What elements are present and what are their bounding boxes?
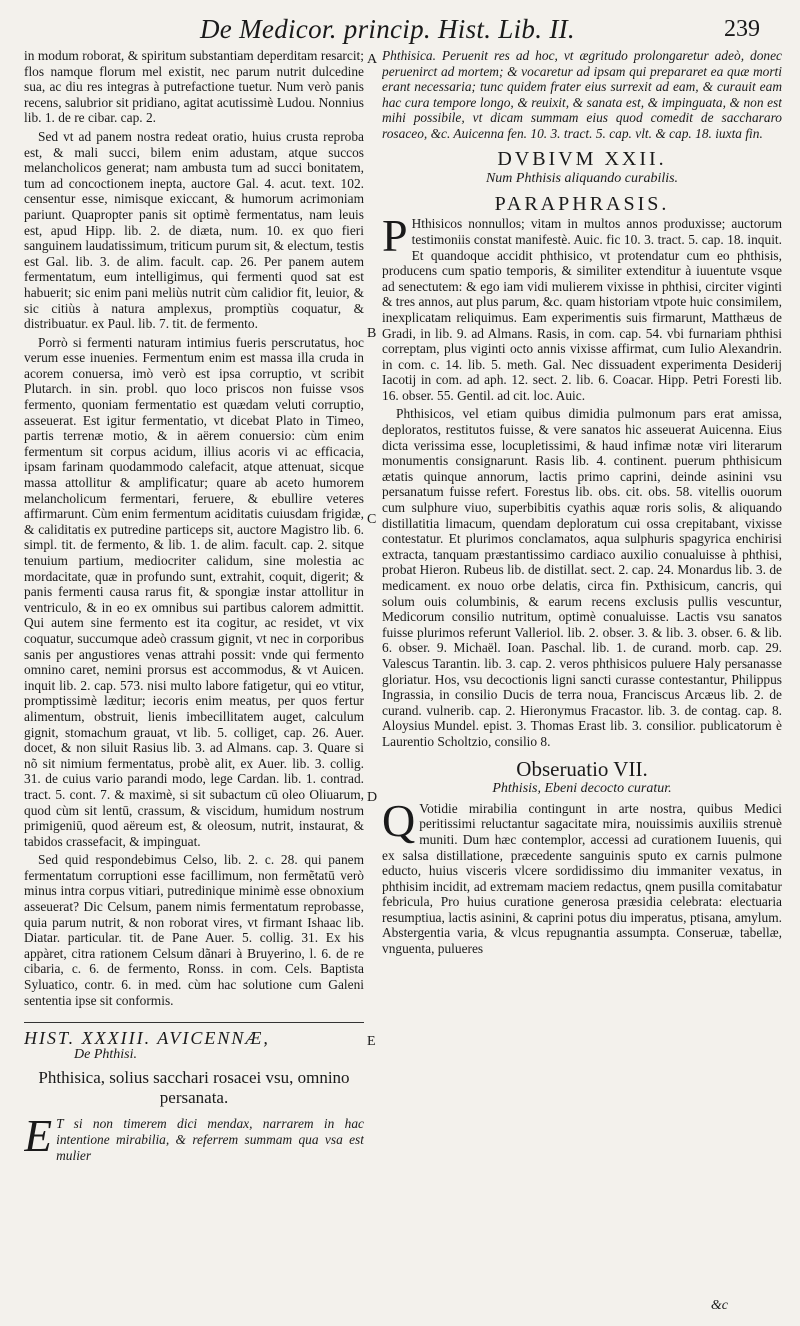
paraphrasis-paragraph-2: Phthisicos, vel etiam quibus dimidia pulmonum pars erat amissa, deploratos, restitutos fuisse, & vere sanatos hic asseuerat Auicenna. Eius dicta verissima esse, locupletissimi, & haud infimæ notæ viri literarum monumentis consignarunt. Rasis lib. 4. continent. puerum phthisicum ætatis quinque annorum, lactis primo caprini, deinde asinini vsu persanatum fuisse refert. Forestus lib. obs. cit. obs. 58. vitellis ouorum cum sulphure viuo, superbibitis cyathis aquæ roris solis, & aliquando distillatitia limacum, quendam deploratum cui ossa crepitabant, vixisse contestatur. Et plurimos conclamatos, aqua sulphuris spagyrica enchirisi extracta, tanquam præstantissimo cardiaco auxilio conualuisse à phthisi, probat Hieron. Rubeus lib. de distillat. sect. 2. cap. 24. Monardus lib. 3. de medicament. ex nouo orbe delatis, circa fin. Pxthisicum, cancris, qui solum ouis columbinis, & earum recens exclusis pullis vescuntur, Medicorum consilio nutritum, optimè conualuisse. Lactis vsu sanatos fuisse plurimos referunt Valleriol. lib. 2. obser. 3. & lib. 3. obser. 6. & lib. 6. obser. 9. Michaël. Ioan. Paschal. lib. 1. de curand. morb. cap. 29. Valescus Tarantin. lib. 3. cap. 2. veros phthisicos puluere Haly persanasse gloriatur. Hos, vsu decoctionis ligni sancti curasse contestantur, Philippus Ingrassia, in consilio Ducis de terra noua, Franciscus Arcæus lib. 2. de curand. vulnerib. cap. 2. Hieronymus Fracastor. lib. 3. de contag. cap. 8. Aloysius Mundel. epist. 3. Thomas Erast lib. 3. consilior. publicatorum è Laurentio Scholtzio, consilio 8. — [382, 406, 782, 749]
dubium-title: DVBIVM XXII. — [497, 147, 667, 170]
margin-letter-d: D — [367, 790, 378, 805]
left-paragraph-4: Sed quid respondebimus Celso, lib. 2. c. 28. qui panem fermentatum corruptioni esse facillimum, non fermẽtatū verò minus intra corpus vitiari, putredinique minimè esse obnoxium asseuerat? Dic Celsum, panem nimis fermentatum reprobasse, quia parum nutrit, & non roborat vires, vt firmant Ishaac lib. Diatar. particular. tit. de Pane Auer. 5. collig. 31. Ex his appàret, citra rationem Celsum dãnari à Bruyerino, l. 6. de re cibaria, c. 6. de fermento, Ronss. in com. Cels. Baptista Syluatico, contr. 6. in med. cùm hac solutione cum Galeni sententia ipse sit conformis. — [24, 852, 364, 1008]
observatio-text: Votidie mirabilia contingunt in arte nostra, quibus Medici peritissimi reluctantur sagacitate mira, nouissimis auxiliis strenuè muniti. Dum hæc contemplor, accessi ad curationem Iuuenis, qui ex salsa distillatione, præcedente sanguinis sputo ex carnis pulmone educto, huius visceris vlcere sordidissimo diu immaniter vexatus, in phthisim incidit, ad extremam maciem redactus, qnem pusilla comitabatur febricula, Pro huius curatione generosa præsidia celebrata: electuaria resumptiua, lactis asinini, & caprini potus diu imperatus, ptisana, amylum. Abstergentia varia, & vlcus repugnantia assumpta. Conseruæ, tabellæ, vnguenta, pulueres — [382, 800, 782, 957]
left-paragraph-1: in modum roborat, & spiritum substantiam deperditam resarcit; flos namque florum mel existit, nec parum nutrit dulcedine sua, ac diu res integras à putrefactione tuetur. Num verò panis recens, salubrior sit pridiano, agitat acutissimè Ludou. Nonnius lib. 1. de re cibar. cap. 2. — [24, 48, 364, 126]
observatio-subtitle: Phthisis, Ebeni decocto curatur. — [492, 781, 672, 797]
running-head: De Medicor. princip. Hist. Lib. II. — [200, 14, 575, 44]
margin-letter-e: E — [367, 1034, 376, 1049]
page-number: 239 — [724, 16, 760, 42]
margin-letter-a: A — [367, 52, 378, 67]
hist-subtitle: De Phthisi. — [74, 1046, 137, 1062]
margin-letter-c: C — [367, 512, 377, 527]
catchword: &c — [710, 1298, 728, 1313]
paraphrasis-text-1: Hthisicos nonnullos; vitam in multos annos produxisse; auctorum testimoniis constat manifestè. Auic. fic 10. 3. tract. 5. cap. 18. inquit. Et quandoque accidit phthisico, vt protendatur cum eo phthisis, producens cum spatio temporis, & similiter extenditur à iuuentute vsque ad senectutem: & ego iam vidi mulierem vixisse in phthisi, circiter viginti & tres annos, aut plus parum, &c. quam historiam vtpote huic consimilem, inexplicatam reliquimus. Eam experimentis suis firmarunt, Matthæus de Gradi, in lib. 9. ad Almans. Rasis, in com. cap. 54. vbi furnariam phthisi correptam, plus viginti octo annis vixisse affirmat, cum Iulio Alexandrin. in com. c. 14. lib. 5. meth. Gal. Nec dissuadent experimenta Desiderij Iacotij in com. ad aph. 12. sect. 2. lib. 6. Coacar. Hipp. Petri Foresti lib. 16. obser. 55. Gentil. ad cit. loc. Auic. — [382, 216, 782, 403]
hist-heading: Phthisica, solius sacchari rosacei vsu, omnino persanata. — [38, 1068, 350, 1108]
page-header — [0, 14, 800, 46]
dropcap-p: P — [382, 210, 408, 262]
dubium-subtitle: Num Phthisis aliquando curabilis. — [485, 171, 679, 187]
observatio-paragraph — [382, 794, 782, 957]
observatio-title: Obseruatio VII. — [516, 756, 648, 781]
dropcap-q: Q — [382, 794, 416, 846]
left-paragraph-3: Porrò si fermenti naturam intimius fueris perscrutatus, hoc verum esse inuenies. Fermentum enim est massa illa cruda in acorem conuersa, imò verò est ipsa corruptio, vt scribit Plutarch. in sin. probl. quo loco priscos non fuisse vsos fermento, quoniam fermentatio est quædam veluti corruptio, asseuerat. Est igitur fermentatio, vt dicebat Plato in Timeo, partis terrenæ motio, & in aërem conuersio: cùm enim fermentum sit corpus acidum, illius acoris vi ac efficacia, ipsam farinam quodammodo calefacit, atque attenuat, sicque massa attollitur & amplificatur; quare ab aceto humorem melancholicum fermentari, feruere, & ebullire veteres affirmarunt. Cùm enim fermentum aciditatis cuiusdam frigidæ, & caliditatis ex putredine particeps sit, auctore Magistro lib. 6. simpl. tit. de fermento, & lib. 1. de alim. facult. cap. 2. sitque tenuium partium, mediocriter calidum, sine molestia ac mordacitate, quæ in profundo sunt, extrahit, coquit, digerit; & panis fermenti causa rarus fit, & spongiæ instar attollitur in ventriculo, & in eo ex omnibus sui partibus calorem admittit. Qui autem sine fermento est ita cogitur, ac residet, vt vix coquatur, succumque adeò crassum gignit, vt nec in corporibus sanis per angustiores venas attrahi possit: vnde qui fermento omnino caret, nemini prorsus est accommodus, & vt Auicen. inquit lib. 2. cap. 573. nisi multo labore fatigetur, qui eo vtitur, promptissimè læditur; iecoris enim meatus, per quos fertur alimentum, obstruit, lienis imbecillitatem auget, calculum gignit, stomachum grauat, vt lib. 5. colliget, cap. 26. Auer. docet, & non siluit Rasius lib. 3. ad Almans. cap. 3. Quare si nõ sit nimium fermentatus, probè alit, ex Auer. lib. 3. collig. 31. de cuius vario parandi modo, lege Cardan. lib. 1. contrad. tract. 5. cont. 7. & maximè, si sit subactum cū oleo Oliuarum, quod cùm sit lentū, crassum, & viscidum, humidum nostrum primigeniū, quod aëreum est, & oleosum, nutrit, instaurat, & tabidos crassefacit, & impinguat. — [24, 334, 364, 849]
paraphrasis-title: PARAPHRASIS. — [494, 192, 670, 215]
left-column — [24, 48, 364, 1318]
dropcap-e: E — [24, 1110, 53, 1162]
right-opening: Phthisica. Peruenit res ad hoc, vt ægritudo prolongaretur adeò, donec peruenirct ad mortem; & vocaretur ad ipsam qui prepararet ea quæ morti erant necessaria; tunc quidem frater eius surrexit ad eam, & curauit eam hac cura tempore longo, & reuixit, & sanata est, & impinguata, & non est mihi possibile, vt dicam summam eius quod comedit de sacchararo rosaceo, &c. Auicenna fen. 10. 3. tract. 5. cap. vlt. & cap. 18. iuxta fin. — [382, 48, 782, 141]
left-paragraph-2: Sed vt ad panem nostra redeat oratio, huius crusta reproba est, & mali succi, bilem enim adustam, atque succos melancholicos generat; nam ambusta tum ad succi bonitatem, tum ad concoctionem inepta, auctore Gal. 4. acut. text. 102. censentur esse, nimisque exiccant, & humorum acrimoniam pariunt. Quapropter panis sit optimè fermentatus, nam leuis est, apud Hipp. lib. 2. de diæta, num. 10. ex quo fieri sanguinem laudatissimum, triticum purum sit, & electum, testis est Gal. lib. 3. de alim. facult. cap. 26. Per panem autem fermentatum, eum intelligimus, qui fermenti quod sat est habuerit; sic enim pani meliùs nutrit cùm calidior fit, leuior, & sic citiùs à natura amplexus, promptiùs coquatur, & distribuatur. ex Paul. lib. 7. tit. de fermento. — [24, 128, 364, 332]
paraphrasis-paragraph-1 — [382, 210, 782, 403]
hist-opening — [24, 1110, 364, 1163]
right-column — [382, 48, 782, 1308]
hist-opening-text: T si non timerem dici mendax, narrarem in hac intentione mirabilia, & referrem summam qua vsa est mulier — [56, 1116, 364, 1163]
hist-title: HIST. XXXIII. AVICENNÆ, — [24, 1022, 364, 1047]
margin-letter-b: B — [367, 326, 377, 341]
